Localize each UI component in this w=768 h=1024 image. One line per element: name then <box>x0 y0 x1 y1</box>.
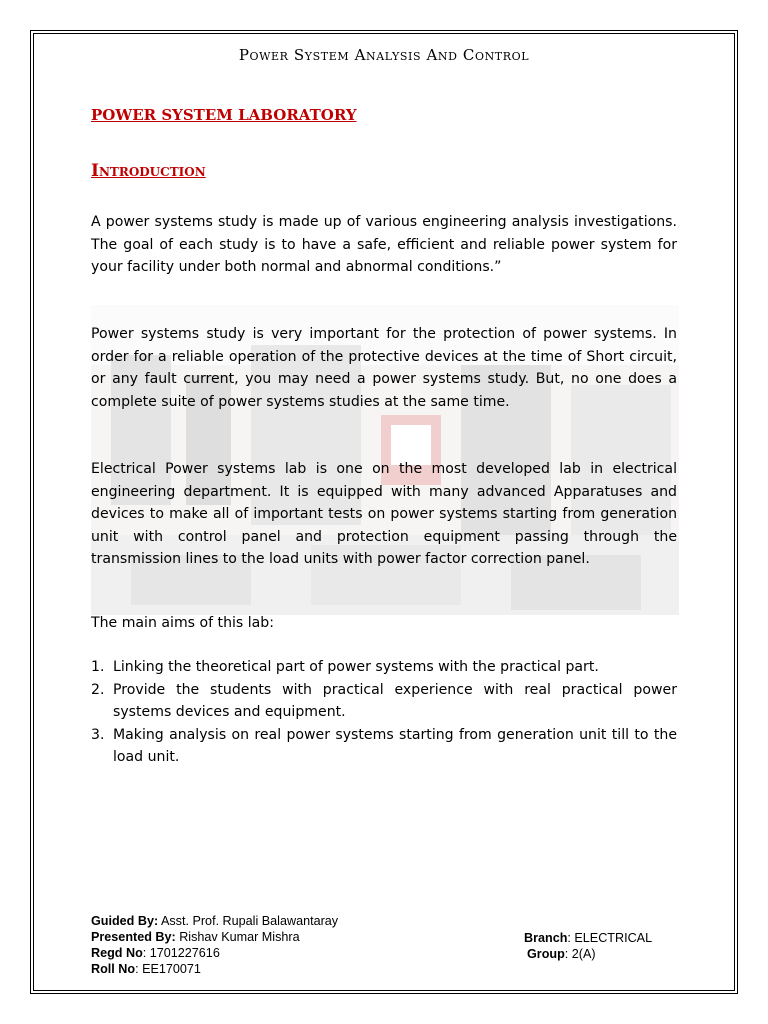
guided-by-line <box>91 913 338 929</box>
intro-paragraph-1: A power systems study is made up of various engineering analysis investigations. The goal of each study is to have a safe, efficient and reliable power system for your facility under both normal and abnormal conditions.” <box>91 214 677 276</box>
lab-title: POWER SYSTEM LABORATORY <box>91 106 357 124</box>
section-title-introduction: Introduction <box>91 161 206 181</box>
list-item <box>91 724 677 769</box>
intro-paragraph-2: Power systems study is very important for the protection of power systems. In order for a reliable operation of the protective devices at the time of Short circuit, or any fault current, you may need a power systems study. But, no one does a complete suite of power systems studies at the same time. <box>91 326 677 410</box>
branch-value: : ELECTRICAL <box>567 931 653 945</box>
branch-label: Branch <box>524 931 568 945</box>
regd-line <box>91 945 338 961</box>
presented-by-value: Rishav Kumar Mishra <box>175 930 300 944</box>
branch-line <box>524 930 652 946</box>
list-number: 1. <box>91 659 105 675</box>
roll-value: : EE170071 <box>135 962 201 976</box>
list-number: 3. <box>91 726 105 743</box>
footer-student-info <box>91 913 338 977</box>
list-number: 2. <box>91 681 105 698</box>
guided-by-label: Guided By: <box>91 914 159 928</box>
roll-label: Roll No <box>91 962 136 976</box>
group-line <box>524 946 652 962</box>
regd-label: Regd No <box>91 946 143 960</box>
list-text: Provide the students with practical experience with real practical power systems devices and equipment. <box>113 681 677 721</box>
guided-by-value: Asst. Prof. Rupali Balawantaray <box>158 914 339 928</box>
regd-value: : 1701227616 <box>142 946 220 960</box>
group-value: : 2(A) <box>564 947 596 961</box>
page-header: Power System Analysis And Control <box>238 46 530 64</box>
intro-paragraph-3: Electrical Power systems lab is one on the most developed lab in electrical engineering department. It is equipped with many advanced Apparatuses and devices to make all of important tests on power systems starting from generation unit with control panel and protection equipment passing through the transmission lines to the load units with power factor correction panel. <box>91 461 677 568</box>
roll-line <box>91 961 338 977</box>
list-text: Linking the theoretical part of power systems with the practical part. <box>113 659 599 675</box>
presented-by-line <box>91 929 338 945</box>
presented-by-label: Presented By: <box>91 930 176 944</box>
list-text: Making analysis on real power systems starting from generation unit till to the load unit. <box>113 726 677 766</box>
aims-intro: The main aims of this lab: <box>91 615 274 631</box>
list-item <box>91 679 677 724</box>
aims-list <box>91 656 677 769</box>
group-label: Group <box>527 947 565 961</box>
footer-branch-info <box>524 930 652 962</box>
list-item <box>91 656 677 679</box>
